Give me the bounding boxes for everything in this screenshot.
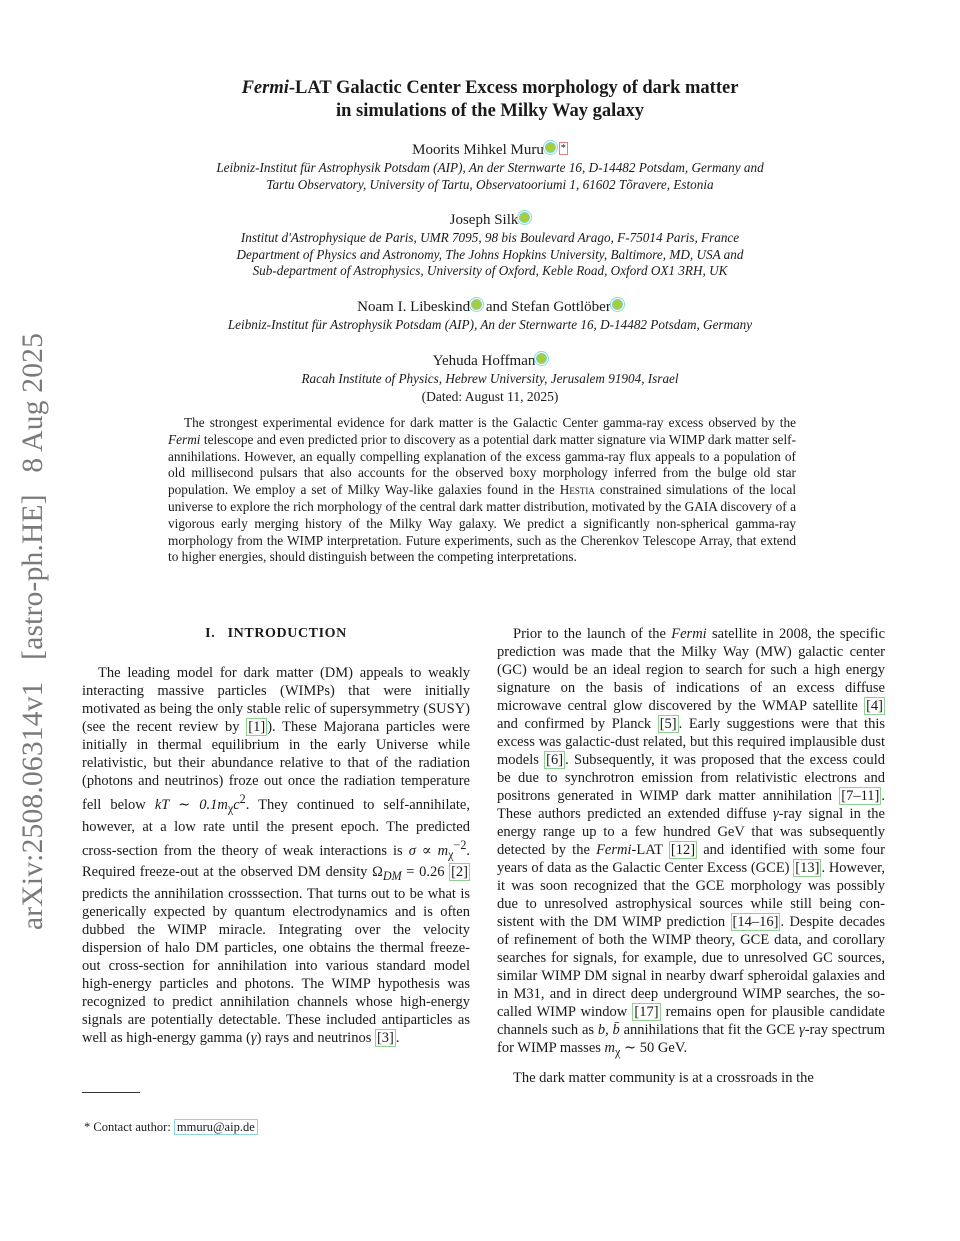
citation-link[interactable]: [4] (866, 698, 883, 714)
citation-link[interactable]: [6] (546, 752, 564, 768)
fermi-italic: Fermi (671, 626, 707, 642)
arxiv-side-stamp (17, 319, 50, 930)
math-inline: γ (798, 1022, 805, 1038)
body-text: . Early suggestions were that this excess was galactic-dust related, but this required implausible dust models (497, 716, 885, 768)
math-inline: = 0.26 (401, 864, 450, 881)
body-text: . (395, 1030, 400, 1047)
arxiv-date: 8 Aug 2025 (17, 332, 49, 473)
footnote-mark: * (84, 1120, 91, 1134)
orcid-icon[interactable] (612, 299, 623, 310)
body-text: predicts the annihilation crosssection. That turns out to be what is generically expected by quantum electrodynamics and is often dubbed the WIMP miracle. Integrating over the velocity dispersion of halo DM particles, one obtains the thermal freeze-out cross-section for annihilation into various standard model high-energy particles and photons. The WIMP hypothesis was recognized to predict annihilation channels whose high-energy signals are potentially detectable. These included antiparticles as well as high-energy gamma ( (82, 886, 470, 1047)
abstract-hestia: Hestia (559, 482, 595, 498)
left-column (82, 664, 470, 1047)
affiliation: Tartu Observatory, University of Tartu, Observatooriumi 1, 61602 Tõravere, Estonia (266, 176, 714, 192)
contact-email-link[interactable]: mmuru@aip.de (174, 1119, 258, 1135)
affiliation: Institut d'Astrophysique de Paris, UMR 7095, 98 bis Boulevard Arago, F-75014 Paris, France (240, 230, 740, 245)
body-text: -LAT (631, 842, 669, 858)
math-inline: c (233, 796, 240, 813)
citation-link[interactable]: [12] (670, 842, 696, 858)
citation-link[interactable]: [1] (248, 719, 266, 735)
author-name (120, 141, 860, 160)
arxiv-id: arXiv:2508.06314v1 (17, 681, 49, 930)
math-sup: 2 (239, 792, 246, 806)
title-line-1 (150, 77, 830, 100)
author-joiner: and (485, 299, 508, 315)
abstract-text: constrained simulations of the local universe to explore the rich morphology of the central dark matter distribution, motivated by the GAIA discovery of a vigorous early merging history of the Milky Way galaxy. We predict a significantly non-spherical gamma-ray morphology from the WIMP interpretation. Future experiments, such as the Cherenkov Telescope Array, that extend to higher energies, should distinguish between the competing interpretations. (168, 482, 797, 565)
author-name-text: Yehuda Hoffman (432, 353, 536, 369)
body-text: ). These Majorana particles were initially in thermal equilibrium in the early Universe while relativistic, but their abundance relative to that of the radiation (photons and neutrinos) froze out once the radiation temperature fell below (82, 719, 470, 813)
math-sub: DM (382, 869, 402, 884)
intro-paragraph-2 (497, 625, 885, 1061)
author-name-text: Noam I. Libeskind (357, 299, 471, 315)
math-inline: Ω (372, 864, 383, 881)
citation-link[interactable]: [7–11] (841, 788, 880, 804)
title-line-2: in simulations of the Milky Way galaxy (335, 101, 645, 121)
footnote-label: Contact author: (93, 1120, 171, 1134)
math-sub: χ (227, 801, 234, 816)
body-text: and confirmed by Planck (497, 716, 658, 732)
body-text: . They continued to self-annihilate, however, at a low rate until the present epoch. The predicted cross-section from the theory of weak interactions is (82, 796, 470, 859)
citation-link[interactable]: [3] (376, 1030, 394, 1047)
body-text: -ray signal in the energy range up to a few hundred GeV that was subsequently detected by the (497, 806, 885, 858)
body-text: and identified with some four years of data as the Galactic Center Excess (GCE) (497, 842, 886, 876)
author-block-libeskind-gottlober (120, 298, 860, 334)
body-text: ) rays and neutrinos (256, 1030, 375, 1047)
author-name (120, 211, 860, 230)
math-inline: kT ∼ 0.1m (154, 796, 228, 813)
affiliation: Leibniz-Institut für Astrophysik Potsdam (AIP), An der Sternwarte 16, D-14482 Potsdam, Germany (227, 317, 753, 332)
math-sub: χ (448, 847, 454, 862)
section-title: INTRODUCTION (227, 626, 347, 641)
affiliation: Leibniz-Institut für Astrophysik Potsdam (AIP), An der Sternwarte 16, D-14482 Potsdam, Germany and (216, 160, 764, 175)
citation-link[interactable]: [14–16] (732, 914, 779, 930)
orcid-icon[interactable] (545, 142, 556, 153)
math-sup: −2 (453, 837, 467, 852)
math-inline: σ ∝ m (408, 842, 449, 859)
orcid-icon[interactable] (536, 353, 547, 364)
math-inline: b, b̄ (597, 1022, 620, 1038)
citation-link[interactable]: [5] (659, 716, 677, 732)
author-block-hoffman (120, 352, 860, 405)
orcid-icon[interactable] (519, 212, 530, 223)
body-text: remains open for plausible candidate channels such as (497, 1004, 885, 1038)
orcid-icon[interactable] (471, 299, 482, 310)
affiliation: Sub-department of Astrophysics, University of Oxford, Keble Road, Oxford OX1 3RH, UK (252, 263, 728, 278)
affiliation: Department of Physics and Astronomy, The Johns Hopkins University, Baltimore, MD, USA and (236, 246, 744, 262)
body-text: The leading model for dark matter (DM) appeals to weakly interacting massive particles (WIMPs) that were initially motivated as being the only stable relic of supersymmetry (SUSY) (see the recent review by (82, 665, 470, 735)
affiliation: Racah Institute of Physics, Hebrew University, Jerusalem 91904, Israel (301, 371, 679, 386)
footnote-mark-link[interactable]: * (560, 143, 566, 154)
author-block-muru (120, 141, 860, 193)
author-name (120, 298, 860, 317)
abstract-text: The strongest experimental evidence for dark matter is the Galactic Center gamma-ray excess observed by the (184, 415, 796, 430)
citation-link[interactable]: [13] (795, 860, 820, 876)
abstract-text: telescope and even predicted prior to discovery as a potential dark matter signature via WIMP dark matter self-annihilations. However, an equally compelling explanation of the excess gamma-ray flux appeals to a population of old millisecond pulsars that also accounts for the observed boxy morphology inferred from the bulge old star population. We employ a set of Milky Way-like galaxies found in the (168, 431, 796, 498)
body-text: . Required freeze-out at the observed DM density (82, 842, 470, 881)
body-text: ∼ 50 GeV. (620, 1040, 688, 1056)
dated-line: (Dated: August 11, 2025) (421, 388, 559, 404)
body-text: annihilations that fit the GCE (619, 1022, 799, 1038)
math-sub: χ (615, 1044, 621, 1059)
section-heading (82, 626, 470, 642)
body-text: . Despite decades of refinement of both the WIMP theory, GCE data, and corollary searches for signals, for example, due to unresolved GC sources, similar WIMP DM signal in nearby dwarf spheroidal galaxies and in M31, and in direct deep underground WIMP searches, the so-called WIMP window (497, 914, 885, 1020)
author-name-text: Stefan Gottlöber (511, 299, 611, 315)
intro-paragraph-1 (82, 664, 470, 1047)
paper-title (150, 77, 830, 123)
title-line-1-text: -LAT Galactic Center Excess morphology of dark matter (288, 78, 739, 98)
body-text: -ray spectrum for WIMP masses (497, 1022, 885, 1056)
right-column (497, 625, 885, 1087)
author-name-text: Joseph Silk (449, 212, 519, 228)
fermi-italic: Fermi (596, 842, 632, 858)
arxiv-category: [astro-ph.HE] (17, 494, 49, 660)
math-inline: γ (772, 806, 779, 822)
math-inline: γ (250, 1030, 257, 1047)
body-text: . Subsequently, it was proposed that the excess could be due to synchrotron emission from relativistic electrons and positrons generated in WIMP dark matter annihilation (497, 752, 885, 804)
title-fermi: Fermi (241, 78, 289, 98)
author-name (120, 352, 860, 371)
body-text: Prior to the launch of the (513, 626, 672, 642)
citation-link[interactable]: [2] (451, 864, 468, 881)
math-inline: m (604, 1040, 616, 1056)
body-text: . However, it was soon recognized that the GCE morphology was possibly due to unresolved astrophysical sources while still being consistent with the DM WIMP prediction (497, 860, 886, 930)
section-number: I. (205, 626, 216, 641)
author-name-text: Moorits Mihkel Muru (412, 142, 544, 158)
intro-paragraph-3: The dark matter community is at a crossroads in the (513, 1069, 814, 1086)
body-text: . These authors predicted an extended diffuse (497, 788, 885, 822)
author-block-silk (120, 211, 860, 280)
footnote (84, 1119, 258, 1135)
body-text: satellite in 2008, the specific prediction was made that the Milky Way (MW) galactic center (GC) would be an ideal region to search for such a high energy signature on the basis of indications of an excess diffuse microwave central glow discovered by the WMAP satellite (497, 626, 886, 714)
citation-link[interactable]: [17] (634, 1004, 659, 1020)
abstract-fermi: Fermi (168, 431, 201, 447)
abstract (168, 415, 796, 566)
footnote-rule (82, 1092, 140, 1093)
